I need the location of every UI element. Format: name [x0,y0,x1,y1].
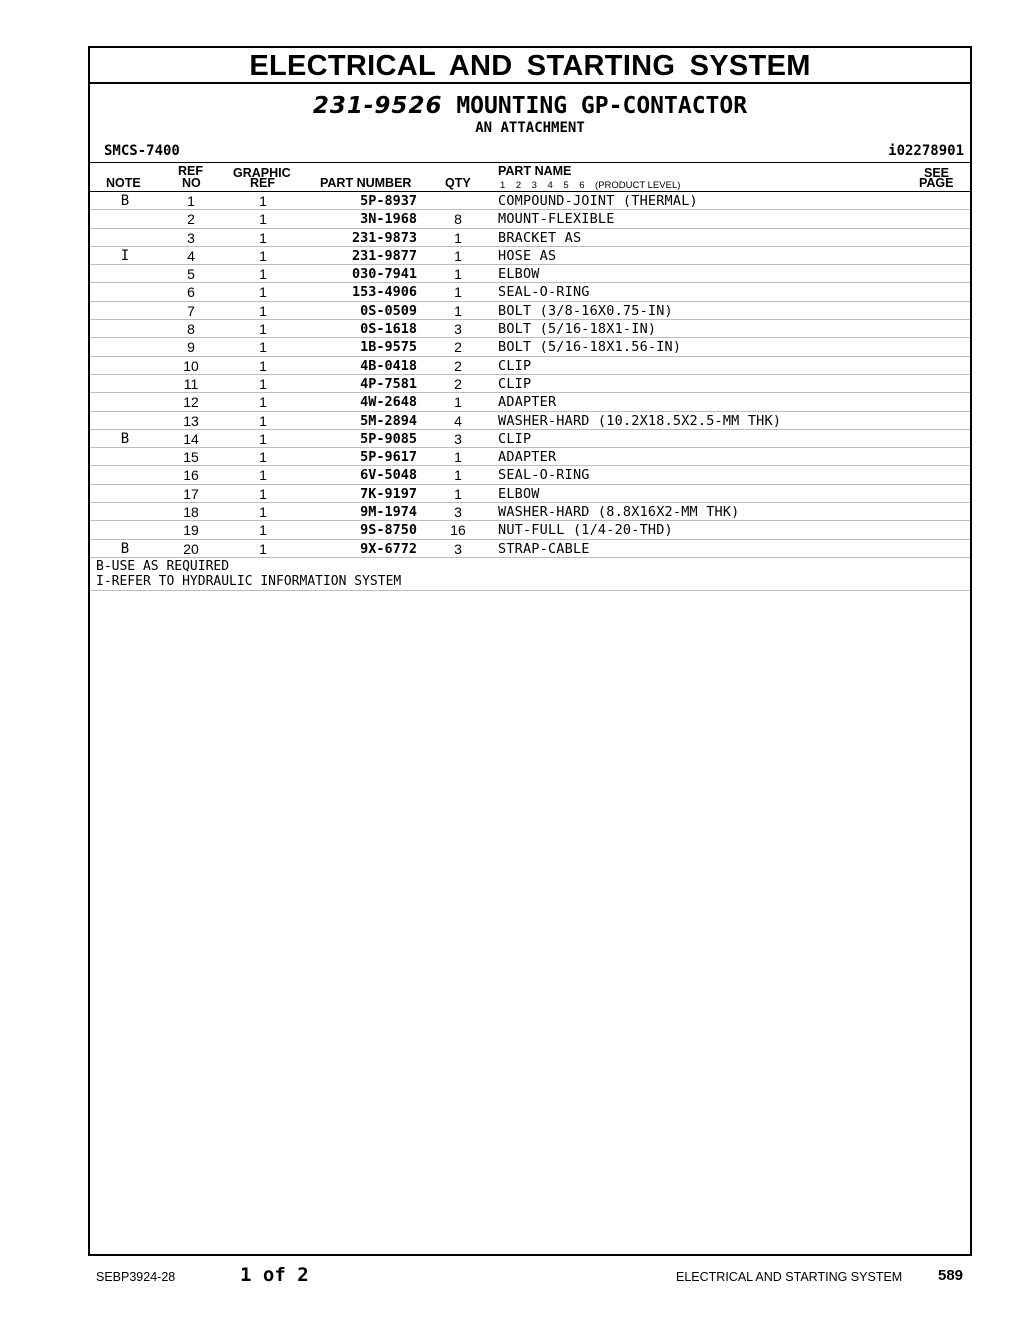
smcs-row [90,140,970,162]
row-qty: 4 [454,412,462,429]
row-graphic-ref: 1 [259,522,267,539]
note-line: B-USE AS REQUIRED [96,558,230,574]
row-qty: 1 [454,284,462,301]
row-part-name: CLIP [498,430,532,447]
table-row [90,320,970,338]
row-ref-no: 8 [187,321,195,338]
row-ref-no: 18 [183,504,199,521]
parts-table-body [90,192,970,558]
row-ref-no: 7 [187,302,195,319]
row-part-name: WASHER-HARD (8.8X16X2-MM THK) [498,504,740,521]
section-title: ELECTRICAL AND STARTING SYSTEM [90,48,970,84]
row-qty: 1 [454,394,462,411]
header-ref-top: REF [178,164,203,178]
table-row [90,375,970,393]
row-part-number: 0S-0509 [360,302,417,319]
table-row [90,466,970,484]
header-qty: QTY [445,176,471,190]
table-row [90,521,970,539]
row-part-name: ELBOW [498,485,540,502]
row-part-number: 5M-2894 [360,412,417,429]
header-see-top: SEE [924,166,950,180]
row-part-name: BOLT (3/8-16X0.75-IN) [498,302,673,319]
row-part-number: 4P-7581 [360,375,417,392]
row-graphic-ref: 1 [259,449,267,466]
header-ref-bottom: NO [182,176,201,190]
row-part-name: ADAPTER [498,394,557,411]
header-product-level: 1 2 3 4 5 6 (PRODUCT LEVEL) [500,180,681,191]
row-qty: 1 [454,485,462,502]
group-subtitle: AN ATTACHMENT [475,120,585,136]
row-qty: 3 [454,321,462,338]
row-graphic-ref: 1 [259,485,267,502]
header-graphic-bottom: REF [250,176,275,190]
row-part-name: BOLT (5/16-18X1-IN) [498,321,657,338]
table-row [90,503,970,521]
table-row [90,540,970,558]
row-graphic-ref: 1 [259,266,267,283]
row-part-number: 1B-9575 [360,339,417,356]
row-qty: 8 [454,211,462,228]
table-row [90,357,970,375]
row-qty: 2 [454,375,462,392]
table-row [90,412,970,430]
row-ref-no: 4 [187,247,195,264]
row-graphic-ref: 1 [259,375,267,392]
row-part-number: 5P-8937 [360,193,417,209]
footer-page-of: 1 of 2 [240,1264,309,1286]
row-qty: 1 [454,302,462,319]
row-part-number: 9S-8750 [360,522,417,539]
row-part-number: 3N-1968 [360,211,417,228]
row-graphic-ref: 1 [259,302,267,319]
row-part-number: 231-9877 [351,247,417,264]
table-row [90,283,970,301]
row-ref-no: 3 [187,229,195,246]
row-graphic-ref: 1 [259,504,267,521]
row-graphic-ref: 1 [259,321,267,338]
row-graphic-ref: 1 [259,430,267,447]
row-graphic-ref: 1 [259,540,267,557]
row-part-name: ELBOW [498,266,540,283]
row-part-number: 6V-5048 [360,467,417,484]
row-ref-no: 10 [183,357,199,374]
footer-doc-number: SEBP3924-28 [96,1270,176,1284]
row-note: B [120,540,130,557]
table-row [90,247,970,265]
row-part-name: ADAPTER [498,449,557,466]
row-qty: 3 [454,504,462,521]
row-qty: 1 [454,449,462,466]
row-graphic-ref: 1 [259,339,267,356]
header-note: NOTE [106,176,141,190]
document-id: i02278901 [888,143,964,159]
note-line: I-REFER TO HYDRAULIC INFORMATION SYSTEM [96,573,402,589]
row-qty: 1 [454,229,462,246]
row-part-name: WASHER-HARD (10.2X18.5X2.5-MM THK) [498,412,782,429]
row-ref-no: 11 [183,375,199,392]
row-part-name: HOSE AS [498,247,557,264]
row-part-number: 9M-1974 [360,504,417,521]
row-part-name: BRACKET AS [498,229,582,246]
row-part-name: BOLT (5/16-18X1.56-IN) [498,339,682,356]
row-ref-no: 13 [183,412,199,429]
header-see-bottom: PAGE [919,176,954,190]
row-graphic-ref: 1 [259,394,267,411]
row-ref-no: 15 [183,449,199,466]
row-part-number: 4B-0418 [360,357,417,374]
row-ref-no: 5 [187,266,195,283]
page-footer [0,1262,1020,1292]
row-qty: 2 [454,339,462,356]
table-row [90,448,970,466]
row-part-name: CLIP [498,357,532,374]
row-graphic-ref: 1 [259,412,267,429]
row-part-name: STRAP-CABLE [498,540,590,557]
row-graphic-ref: 1 [259,247,267,264]
parts-page-frame [88,46,972,1256]
row-part-number: 231-9873 [351,229,417,246]
row-part-name: NUT-FULL (1/4-20-THD) [498,522,673,539]
row-graphic-ref: 1 [259,229,267,246]
row-part-number: 9X-6772 [360,540,417,557]
row-qty: 3 [454,540,462,557]
table-row [90,229,970,247]
row-ref-no: 19 [183,522,199,539]
row-ref-no: 20 [183,540,199,557]
table-row [90,302,970,320]
group-name: MOUNTING GP-CONTACTOR [456,93,748,119]
row-part-number: 030-7941 [351,266,417,283]
row-part-number: 5P-9085 [360,430,417,447]
footer-page-number: 589 [938,1267,964,1284]
table-row [90,430,970,448]
header-part-name: PART NAME [498,164,572,178]
group-number: 231-9526 [312,93,443,119]
row-graphic-ref: 1 [259,284,267,301]
table-row [90,485,970,503]
notes-block [90,558,970,591]
row-part-name: SEAL-O-RING [498,467,590,484]
group-title [90,92,970,120]
row-qty: 1 [454,467,462,484]
row-graphic-ref: 1 [259,467,267,484]
table-header [90,162,970,192]
row-part-number: 7K-9197 [360,485,417,502]
row-part-name: SEAL-O-RING [498,284,590,301]
row-qty: 1 [454,266,462,283]
row-graphic-ref: 1 [259,211,267,228]
row-note: B [120,193,130,209]
row-qty: 16 [450,522,466,539]
row-part-name: COMPOUND-JOINT (THERMAL) [498,193,698,209]
table-row [90,192,970,210]
row-ref-no: 9 [187,339,195,356]
row-ref-no: 2 [187,211,195,228]
row-ref-no: 12 [183,394,199,411]
row-graphic-ref: 1 [259,357,267,374]
row-part-number: 4W-2648 [360,394,417,411]
header-part-number: PART NUMBER [320,176,412,190]
row-part-number: 0S-1618 [360,321,417,338]
smcs-code: SMCS-7400 [104,143,180,159]
row-qty: 3 [454,430,462,447]
row-part-number: 5P-9617 [360,449,417,466]
row-part-number: 153-4906 [351,284,417,301]
row-qty: 1 [454,247,462,264]
row-ref-no: 1 [187,193,195,209]
row-qty: 2 [454,357,462,374]
row-part-name: CLIP [498,375,532,392]
row-graphic-ref: 1 [259,193,267,209]
row-note: B [120,430,130,447]
table-row [90,393,970,411]
row-part-name: MOUNT-FLEXIBLE [498,211,615,228]
footer-section: ELECTRICAL AND STARTING SYSTEM [676,1270,903,1284]
header-graphic-top: GRAPHIC [233,166,291,180]
table-row [90,338,970,356]
row-ref-no: 17 [183,485,199,502]
row-note: I [120,247,130,264]
row-ref-no: 6 [187,284,195,301]
row-ref-no: 14 [183,430,199,447]
table-row [90,210,970,228]
table-row [90,265,970,283]
row-ref-no: 16 [183,467,199,484]
